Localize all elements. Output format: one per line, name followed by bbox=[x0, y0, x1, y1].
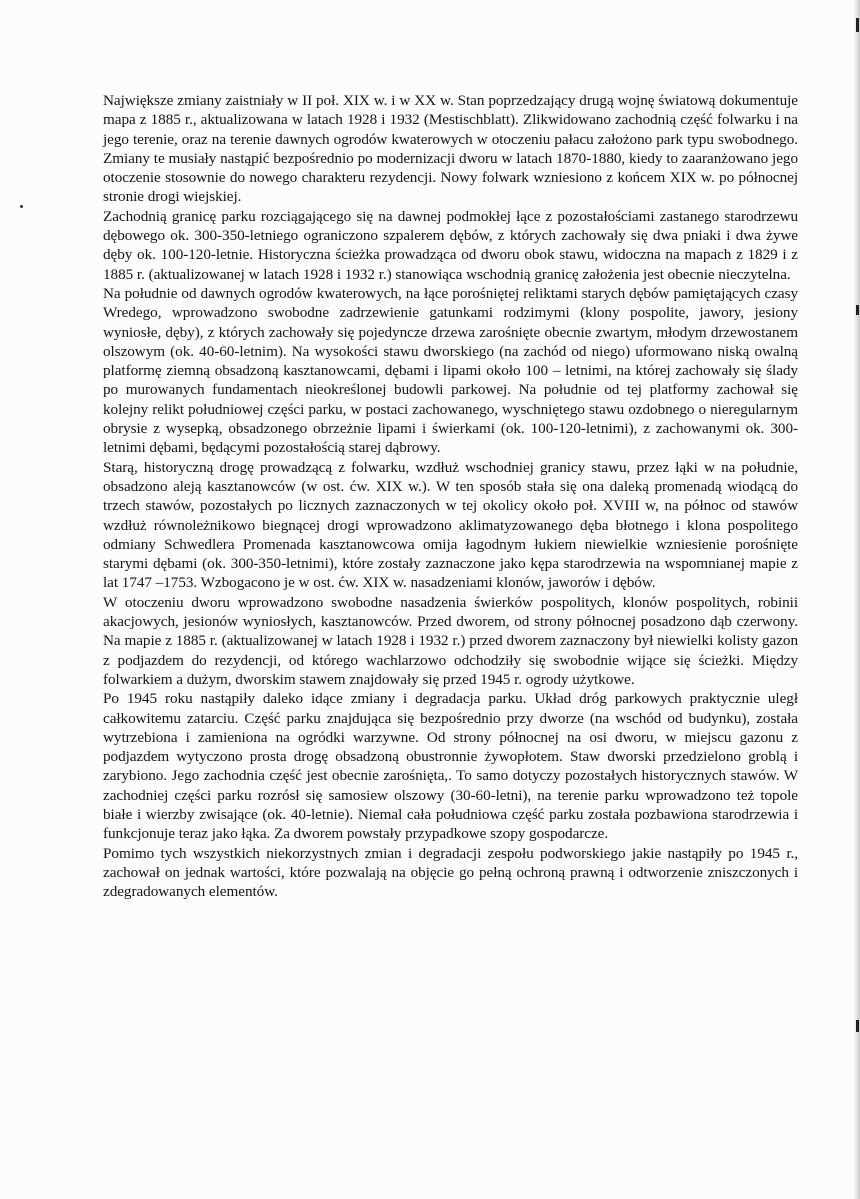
scan-edge-mark bbox=[856, 305, 859, 315]
scan-edge-mark bbox=[856, 18, 859, 32]
paragraph-manor-surroundings: W otoczeniu dworu wprowadzono swobodne nasadzenia świerków pospolitych, klonów pospolitych, robinii akacjowych, jesionów wyniosłych, kasztanowców. Przed dworem, od strony północnej posadzono dąb czerwony. Na mapie z 1885 r. (aktualizowanej w latach 1928 i 1932 r.) przed dworem zaznaczony był niewielki kolisty gazon z podjazdem do rezydencji, od którego wachlarzowo odchodziły się swobodnie wijące się ścieżki. Między folwarkiem a dużym, dworskim stawem znajdowały się przed 1945 r. ogrody użytkowe. bbox=[103, 593, 798, 688]
scan-speck bbox=[20, 205, 23, 208]
document-body bbox=[103, 91, 798, 901]
scan-edge bbox=[854, 0, 860, 1199]
scan-edge-mark bbox=[856, 1020, 859, 1032]
paragraph-post-1945: Po 1945 roku nastąpiły daleko idące zmiany i degradacja parku. Układ dróg parkowych praktycznie uległ całkowitemu zatarciu. Część parku znajdująca się bezpośrednio przy dworze (na wschód od budynku), została wytrzebiona i zamieniona na ogródki warzywne. Od strony północnej na osi dworu, w miejscu gazonu z podjazdem wytyczono prosta drogę obsadzoną obustronnie żywopłotem. Staw dworski przedzielono groblą i zarybiono. Jego zachodnia część jest obecnie zarośnięta,. To samo dotyczy pozostałych historycznych stawów. W zachodniej części parku rozrósł się samosiew olszowy (30-60-letni), na terenie parku wprowadzono też topole białe i wierzby zwisające (ok. 40-letnie). Niemal cała południowa część parku została pozbawiona starodrzewia i funkcjonuje teraz jako łąka. Za dworem powstały przypadkowe szopy gospodarcze. bbox=[103, 690, 798, 843]
paragraph-major-changes: Największe zmiany zaistniały w II poł. XIX w. i w XX w. Stan poprzedzający drugą wojnę światową dokumentuje mapa z 1885 r., aktualizowana w latach 1928 i 1932 (Mestischblatt). Zlikwidowano zachodnią część folwarku i na jego terenie, oraz na terenie dawnych ogrodów kwaterowych w otoczeniu pałacu założono park typu swobodnego. Zmiany te musiały nastąpić bezpośrednio po modernizacji dworu w latach 1870-1880, kiedy to zaaranżowano jego otoczenie stosownie do nowego charakteru rezydencji. Nowy folwark wzniesiono z końcem XIX w. po północnej stronie drogi wiejskiej. bbox=[103, 92, 798, 206]
paragraph-conclusion: Pomimo tych wszystkich niekorzystnych zmian i degradacji zespołu podworskiego jakie nastąpiły po 1945 r., zachował on jednak wartości, które pozwalają na objęcie go pełną ochroną prawną i odtworzenie zniszczonych i zdegradowanych elementów. bbox=[103, 844, 798, 901]
paragraph-historic-road: Starą, historyczną drogę prowadzącą z folwarku, wzdłuż wschodniej granicy stawu, przez łąki w na południe, obsadzono aleją kasztanowców (w ost. ćw. XIX w.). W ten sposób stała się ona daleką promenadą wiodącą do trzech stawów, pozostałych po licznych zaznaczonych w tej okolicy około poł. XVIII w, na północ od stawów wzdłuż równoleżnikowo biegnącej drogi wprowadzono aklimatyzowanego dęba błotnego i klona pospolitego odmiany Schwedlera Promenada kasztanowcowa omija łagodnym łukiem niewielkie wzniesienie porośnięte starymi dębami (ok. 300-350-letnimi), które zostały zaznaczone jako kępa starodrzewia na wspomnianej mapie z lat 1747 –1753. Wzbogacono je w ost. ćw. XIX w. nasadzeniami klonów, jaworów i dębów. bbox=[103, 458, 798, 592]
paragraph-western-border: Zachodnią granicę parku rozciągającego się na dawnej podmokłej łące z pozostałościami zastanego starodrzewu dębowego ok. 300-350-letniego ograniczono szpalerem dębów, z których zachowały się dwa pniaki i dwa żywe dęby ok. 100-120-letnie. Historyczna ścieżka prowadząca od dworu obok stawu, widoczna na mapach z 1829 i z 1885 r. (aktualizowanej w latach 1928 i 1932 r.) stanowiąca wschodnią granicę założenia jest obecnie nieczytelna. bbox=[103, 207, 798, 283]
paragraph-southern-garden: Na południe od dawnych ogrodów kwaterowych, na łące porośniętej reliktami starych dębów pamiętających czasy Wredego, wprowadzono swobodne zadrzewienie gatunkami rodzimymi (klony pospolite, jawory, jesiony wyniosłe, dęby), z których zachowały się pojedyncze drzewa zarośnięte obecnie zwartym, młodym drzewostanem olszowym (ok. 40-60-letnim). Na wysokości stawu dworskiego (na zachód od niego) uformowano niską owalną platformę ziemną obsadzoną kasztanowcami, dębami i lipami około 100 – letnimi, na której zachowały się ślady po murowanych fundamentach nieokreślonej budowli parkowej. Na południe od tej platformy zachował się kolejny relikt południowej części parku, w postaci zachowanego, wyschniętego stawu ozdobnego o nieregularnym obrysie z wysepką, obsadzonego obrzeżnie lipami i świerkami (ok. 100-120-letnimi), z zachowanymi ok. 300-letnimi dębami, będącymi pozostałością starej dąbrowy. bbox=[103, 284, 798, 457]
